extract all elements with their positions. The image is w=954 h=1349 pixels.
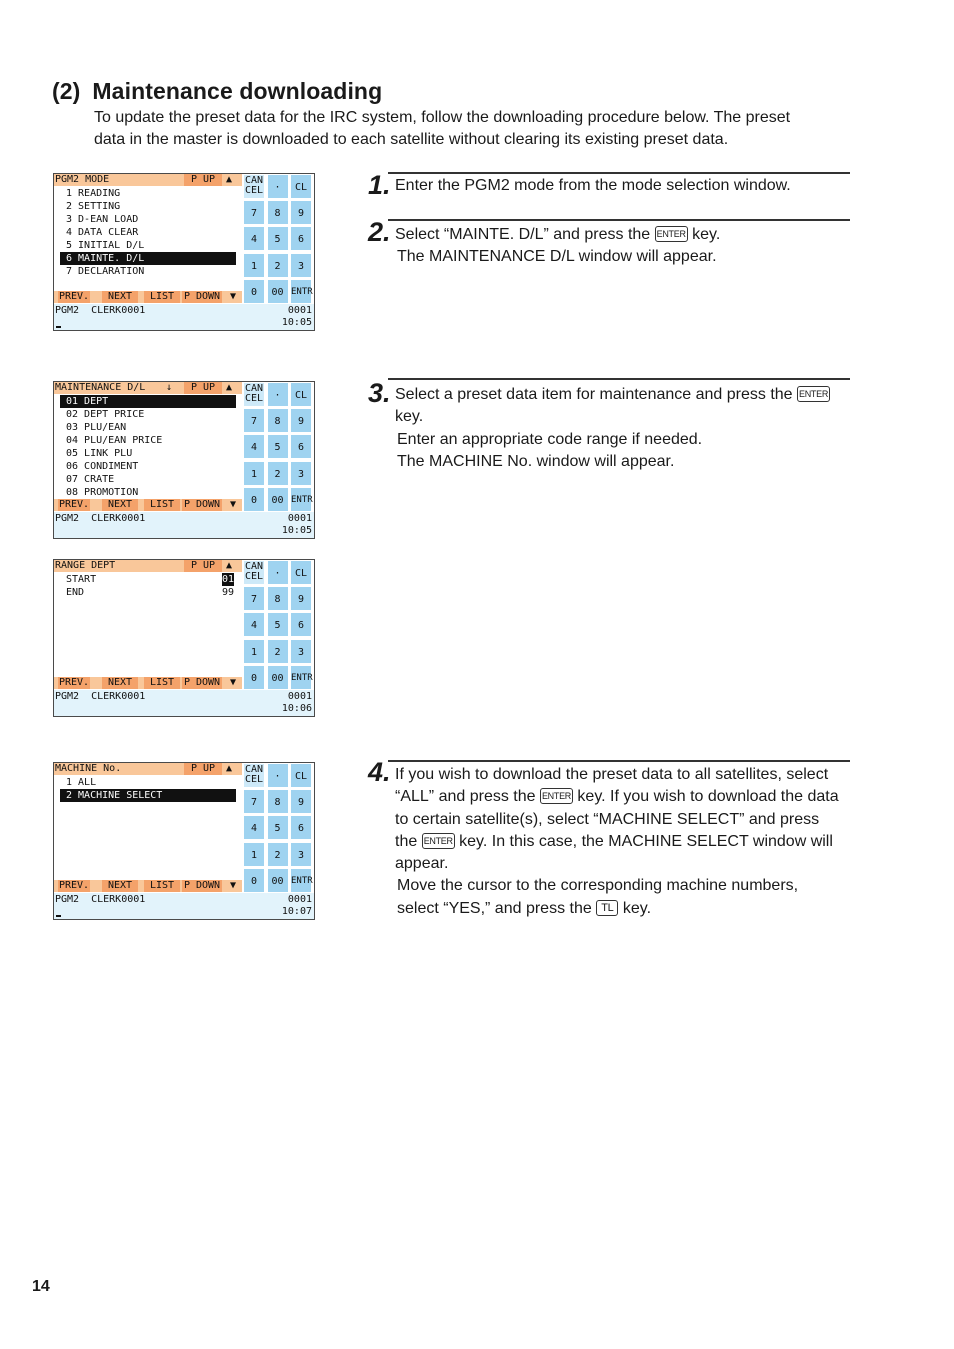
screen-item-label: 08 PROMOTION xyxy=(66,487,139,498)
clear-key[interactable]: CL xyxy=(290,382,312,407)
numeric-keypad xyxy=(243,382,314,512)
keypad-key[interactable]: 2 xyxy=(267,842,289,867)
screen-item-value: 01 xyxy=(221,574,234,585)
cancel-key[interactable]: CAN CEL xyxy=(243,560,265,585)
section-number: (2) xyxy=(52,78,81,104)
keypad-key[interactable]: 3 xyxy=(290,253,312,278)
step-divider xyxy=(388,172,850,174)
step-line: select “YES,” and press the xyxy=(397,899,597,917)
section-title: Maintenance downloading xyxy=(92,78,383,104)
keypad-key[interactable]: 0 xyxy=(243,279,265,304)
page-down-button[interactable]: P DOWN xyxy=(183,499,221,510)
screen-list-item[interactable] xyxy=(60,265,236,278)
keypad-key[interactable]: 5 xyxy=(267,815,289,840)
keypad-key[interactable]: 9 xyxy=(290,789,312,814)
screen-item-label: 03 PLU/EAN xyxy=(66,422,127,433)
screen-item-list xyxy=(60,187,236,278)
screen-list-item[interactable] xyxy=(60,213,236,226)
status-time: 10:05 xyxy=(281,317,312,328)
screen-item-label: 6 MAINTE. D/L xyxy=(66,253,145,264)
screen-list-item[interactable] xyxy=(60,421,236,434)
keypad-key[interactable]: 9 xyxy=(290,408,312,433)
clear-key[interactable]: CL xyxy=(290,763,312,788)
keypad-key[interactable]: ENTR xyxy=(290,665,312,690)
screen-list-item[interactable] xyxy=(60,473,236,486)
keypad-key[interactable]: 1 xyxy=(243,253,265,278)
screen-main-area xyxy=(54,174,242,302)
step-line: key. xyxy=(618,899,652,917)
soft-key-bar xyxy=(54,291,242,303)
keypad-key[interactable]: 4 xyxy=(243,612,265,637)
page-down-button[interactable]: P DOWN xyxy=(183,677,221,688)
enter-key-icon: ENTER xyxy=(540,788,573,804)
soft-key-bar xyxy=(54,677,242,689)
list-button[interactable]: LIST xyxy=(144,291,180,303)
screen-item-list xyxy=(60,395,236,499)
screen-item-label: 05 LINK PLU xyxy=(66,448,133,459)
status-mode: PGM2 xyxy=(55,513,80,524)
dot-key[interactable]: · xyxy=(267,382,289,407)
screen-main-area xyxy=(54,763,242,891)
screen-list-item[interactable] xyxy=(60,239,236,252)
numeric-keypad xyxy=(243,763,314,893)
prev-button[interactable]: PREV. xyxy=(58,291,90,302)
screen-list-item[interactable] xyxy=(60,187,236,200)
step-line: Enter the PGM2 mode from the mode selection window. xyxy=(395,177,791,194)
screen-item-label: END xyxy=(66,587,85,598)
keypad-key[interactable]: 5 xyxy=(267,434,289,459)
up-arrow-icon[interactable]: ▲ xyxy=(226,560,233,571)
keypad-key[interactable]: 2 xyxy=(267,639,289,664)
screen-main-area xyxy=(54,560,242,688)
status-mode: PGM2 xyxy=(55,691,80,702)
pos-screen-pgm2-mode xyxy=(53,173,315,331)
status-number: 0001 xyxy=(287,305,312,316)
numeric-keypad xyxy=(243,560,314,690)
up-arrow-icon[interactable]: ▲ xyxy=(226,174,233,185)
keypad-key[interactable]: 7 xyxy=(243,408,265,433)
down-arrow-icon[interactable]: ▼ xyxy=(229,677,237,688)
screen-item-label: 2 SETTING xyxy=(66,201,121,212)
screen-item-label: 04 PLU/EAN PRICE xyxy=(66,435,163,446)
keypad-key[interactable]: 4 xyxy=(243,226,265,251)
screen-title: PGM2 MODE xyxy=(55,174,110,185)
status-number: 0001 xyxy=(287,513,312,524)
screen-item-label: 3 D-EAN LOAD xyxy=(66,214,139,225)
screen-list-item[interactable] xyxy=(60,586,236,599)
clear-key[interactable]: CL xyxy=(290,560,312,585)
keypad-key[interactable]: 6 xyxy=(290,226,312,251)
screen-list-item[interactable] xyxy=(60,200,236,213)
keypad-key[interactable]: 8 xyxy=(267,408,289,433)
keypad-key[interactable]: 9 xyxy=(290,586,312,611)
screen-item-label: 2 MACHINE SELECT xyxy=(66,790,163,801)
step-line: key. If you wish to download the data xyxy=(572,788,839,806)
keypad-key[interactable]: 00 xyxy=(267,868,289,893)
status-time: 10:05 xyxy=(281,525,312,536)
pos-screen-range-dept xyxy=(53,559,315,717)
status-bar xyxy=(54,304,314,330)
step-line: “ALL” and press the xyxy=(395,788,540,806)
keypad-key[interactable]: ENTR xyxy=(290,487,312,512)
screen-title-bar xyxy=(54,560,242,572)
screen-list-item[interactable] xyxy=(60,486,236,499)
step-line: If you wish to download the preset data to all satellites, select xyxy=(395,766,829,783)
step-divider xyxy=(388,760,850,762)
soft-key-bar xyxy=(54,880,242,892)
keypad-key[interactable]: 8 xyxy=(267,200,289,225)
keypad-key[interactable]: 8 xyxy=(267,789,289,814)
keypad-key[interactable]: 0 xyxy=(243,487,265,512)
page-up-button[interactable]: P UP xyxy=(184,560,222,572)
screen-item-label: 07 CRATE xyxy=(66,474,115,485)
status-clerk: CLERK0001 xyxy=(91,894,146,905)
keypad-key[interactable]: 00 xyxy=(267,487,289,512)
status-bar xyxy=(54,690,314,716)
step-line: key. In this case, the MACHINE SELECT window will xyxy=(454,832,833,850)
screen-item-label: START xyxy=(66,574,97,585)
screen-item-list xyxy=(60,573,236,599)
keypad-key[interactable]: 7 xyxy=(243,789,265,814)
next-button[interactable]: NEXT xyxy=(102,291,138,303)
intro-line: To update the preset data for the IRC system, follow the downloading procedure below. The preset xyxy=(94,109,791,126)
step-line: Enter an appropriate code range if needed. xyxy=(397,430,703,448)
status-mode-clerk xyxy=(55,513,145,524)
status-bar xyxy=(54,893,314,919)
tl-key-icon: TL xyxy=(596,900,618,916)
screen-title: MACHINE No. xyxy=(55,763,122,774)
dot-key[interactable]: · xyxy=(267,560,289,585)
dot-key[interactable]: · xyxy=(267,174,289,199)
status-time: 10:07 xyxy=(281,906,312,917)
screen-item-label: 01 DEPT xyxy=(66,396,109,407)
step-line: key. xyxy=(395,408,424,426)
page-up-button[interactable]: P UP xyxy=(184,382,222,394)
screen-item-label: 7 DECLARATION xyxy=(66,266,145,277)
step-number: 2. xyxy=(368,217,391,247)
keypad-key[interactable]: 5 xyxy=(267,226,289,251)
screen-list-item[interactable] xyxy=(60,460,236,473)
keypad-key[interactable]: 3 xyxy=(290,842,312,867)
step-line: Select a preset data item for maintenance and press the xyxy=(395,386,798,403)
page-down-button[interactable]: P DOWN xyxy=(183,880,221,891)
clear-key[interactable]: CL xyxy=(290,174,312,199)
keypad-key[interactable]: 7 xyxy=(243,586,265,611)
step-number: 3. xyxy=(368,378,391,408)
status-mode-clerk xyxy=(55,691,145,702)
next-button[interactable]: NEXT xyxy=(102,880,138,892)
screen-item-label: 06 CONDIMENT xyxy=(66,461,139,472)
up-arrow-icon[interactable]: ▲ xyxy=(226,763,233,774)
screen-main-area xyxy=(54,382,242,510)
next-button[interactable]: NEXT xyxy=(102,499,138,511)
screen-item-label: 4 DATA CLEAR xyxy=(66,227,139,238)
soft-key-bar xyxy=(54,499,242,511)
prev-button[interactable]: PREV. xyxy=(58,880,90,891)
pos-screen-machine-no xyxy=(53,762,315,920)
screen-title-bar xyxy=(54,763,242,775)
screen-list-item[interactable] xyxy=(60,789,236,802)
status-mode: PGM2 xyxy=(55,894,80,905)
status-number: 0001 xyxy=(287,691,312,702)
enter-key-icon: ENTER xyxy=(422,833,455,849)
keypad-key[interactable]: 5 xyxy=(267,612,289,637)
step-line: key. xyxy=(687,226,721,243)
numeric-keypad xyxy=(243,174,314,304)
keypad-key[interactable]: 00 xyxy=(267,279,289,304)
cancel-key[interactable]: CAN CEL xyxy=(243,763,265,788)
step-number: 1. xyxy=(368,170,391,200)
step-3-text xyxy=(395,384,830,473)
up-arrow-icon[interactable]: ▲ xyxy=(226,382,233,393)
page-down-button[interactable]: P DOWN xyxy=(183,291,221,302)
step-line: The MACHINE No. window will appear. xyxy=(397,452,675,470)
screen-item-list xyxy=(60,776,236,802)
keypad-key[interactable]: 6 xyxy=(290,434,312,459)
step-line: Move the cursor to the corresponding machine numbers, xyxy=(397,877,799,895)
page-number: 14 xyxy=(32,1278,50,1295)
keypad-key[interactable]: 8 xyxy=(267,586,289,611)
screen-list-item[interactable] xyxy=(60,226,236,239)
cancel-key[interactable]: CAN CEL xyxy=(243,382,265,407)
step-line: appear. xyxy=(395,855,449,873)
keypad-key[interactable]: 1 xyxy=(243,842,265,867)
keypad-key[interactable]: 0 xyxy=(243,665,265,690)
screen-list-item[interactable] xyxy=(60,573,236,586)
keypad-key[interactable]: 2 xyxy=(267,461,289,486)
status-mode-clerk xyxy=(55,894,145,905)
next-button[interactable]: NEXT xyxy=(102,677,138,689)
text-cursor xyxy=(56,326,61,328)
down-arrow-icon[interactable]: ▼ xyxy=(229,880,237,891)
dot-key[interactable]: · xyxy=(267,763,289,788)
keypad-key[interactable]: 00 xyxy=(267,665,289,690)
keypad-key[interactable]: 7 xyxy=(243,200,265,225)
list-button[interactable]: LIST xyxy=(144,880,180,892)
keypad-key[interactable]: ENTR xyxy=(290,279,312,304)
keypad-key[interactable]: 1 xyxy=(243,639,265,664)
keypad-key[interactable]: 6 xyxy=(290,815,312,840)
enter-key-icon: ENTER xyxy=(655,226,688,242)
screen-list-item[interactable] xyxy=(60,395,236,408)
screen-item-label: 1 ALL xyxy=(66,777,97,788)
screen-list-item[interactable] xyxy=(60,776,236,789)
status-mode-clerk xyxy=(55,305,145,316)
status-clerk: CLERK0001 xyxy=(91,691,146,702)
step-divider xyxy=(388,219,850,221)
screen-list-item[interactable] xyxy=(60,434,236,447)
status-time: 10:06 xyxy=(281,703,312,714)
screen-item-value: 99 xyxy=(221,587,234,598)
screen-title: MAINTENANCE D/L xyxy=(55,382,146,393)
screen-item-label: 5 INITIAL D/L xyxy=(66,240,145,251)
page-up-button[interactable]: P UP xyxy=(184,763,222,775)
status-clerk: CLERK0001 xyxy=(91,305,146,316)
keypad-key[interactable]: 6 xyxy=(290,612,312,637)
keypad-key[interactable]: 0 xyxy=(243,868,265,893)
step-line: to certain satellite(s), select “MACHINE SELECT” and press xyxy=(395,810,820,828)
step-4-text xyxy=(395,764,839,920)
step-number: 4. xyxy=(368,757,391,787)
page-up-button[interactable]: P UP xyxy=(184,174,222,186)
step-1-text xyxy=(395,175,791,197)
keypad-key[interactable]: 2 xyxy=(267,253,289,278)
list-button[interactable]: LIST xyxy=(144,677,180,689)
keypad-key[interactable]: 3 xyxy=(290,461,312,486)
cancel-key[interactable]: CAN CEL xyxy=(243,174,265,199)
status-mode: PGM2 xyxy=(55,305,80,316)
list-button[interactable]: LIST xyxy=(144,499,180,511)
keypad-key[interactable]: 4 xyxy=(243,434,265,459)
down-arrow-icon[interactable]: ▼ xyxy=(229,291,237,302)
step-divider xyxy=(388,378,850,380)
intro-line: data in the master is downloaded to each satellite without clearing its existing preset data. xyxy=(94,131,729,148)
keypad-key[interactable]: 1 xyxy=(243,461,265,486)
pos-screen-maintenance-dl xyxy=(53,381,315,539)
status-bar xyxy=(54,512,314,538)
step-line: The MAINTENANCE D/L window will appear. xyxy=(397,248,717,266)
screen-list-item[interactable] xyxy=(60,408,236,421)
down-arrow-icon[interactable]: ▼ xyxy=(229,499,237,510)
keypad-key[interactable]: ENTR xyxy=(290,868,312,893)
enter-key-icon: ENTER xyxy=(797,386,830,402)
prev-button[interactable]: PREV. xyxy=(58,499,90,510)
intro-paragraph xyxy=(94,107,854,151)
screen-title: RANGE DEPT xyxy=(55,560,116,571)
scroll-down-icon: ↓ xyxy=(166,382,173,393)
status-clerk: CLERK0001 xyxy=(91,513,146,524)
status-number: 0001 xyxy=(287,894,312,905)
text-cursor xyxy=(56,915,61,917)
screen-list-item[interactable] xyxy=(60,252,236,265)
keypad-key[interactable]: 9 xyxy=(290,200,312,225)
screen-list-item[interactable] xyxy=(60,447,236,460)
keypad-key[interactable]: 3 xyxy=(290,639,312,664)
prev-button[interactable]: PREV. xyxy=(58,677,90,688)
step-2-text xyxy=(395,224,720,269)
section-heading xyxy=(52,78,382,105)
step-line: Select “MAINTE. D/L” and press the xyxy=(395,226,655,243)
screen-item-label: 1 READING xyxy=(66,188,121,199)
screen-item-label: 02 DEPT PRICE xyxy=(66,409,145,420)
screen-title-bar xyxy=(54,382,242,394)
keypad-key[interactable]: 4 xyxy=(243,815,265,840)
screen-title-bar xyxy=(54,174,242,186)
step-line: the xyxy=(395,832,422,850)
